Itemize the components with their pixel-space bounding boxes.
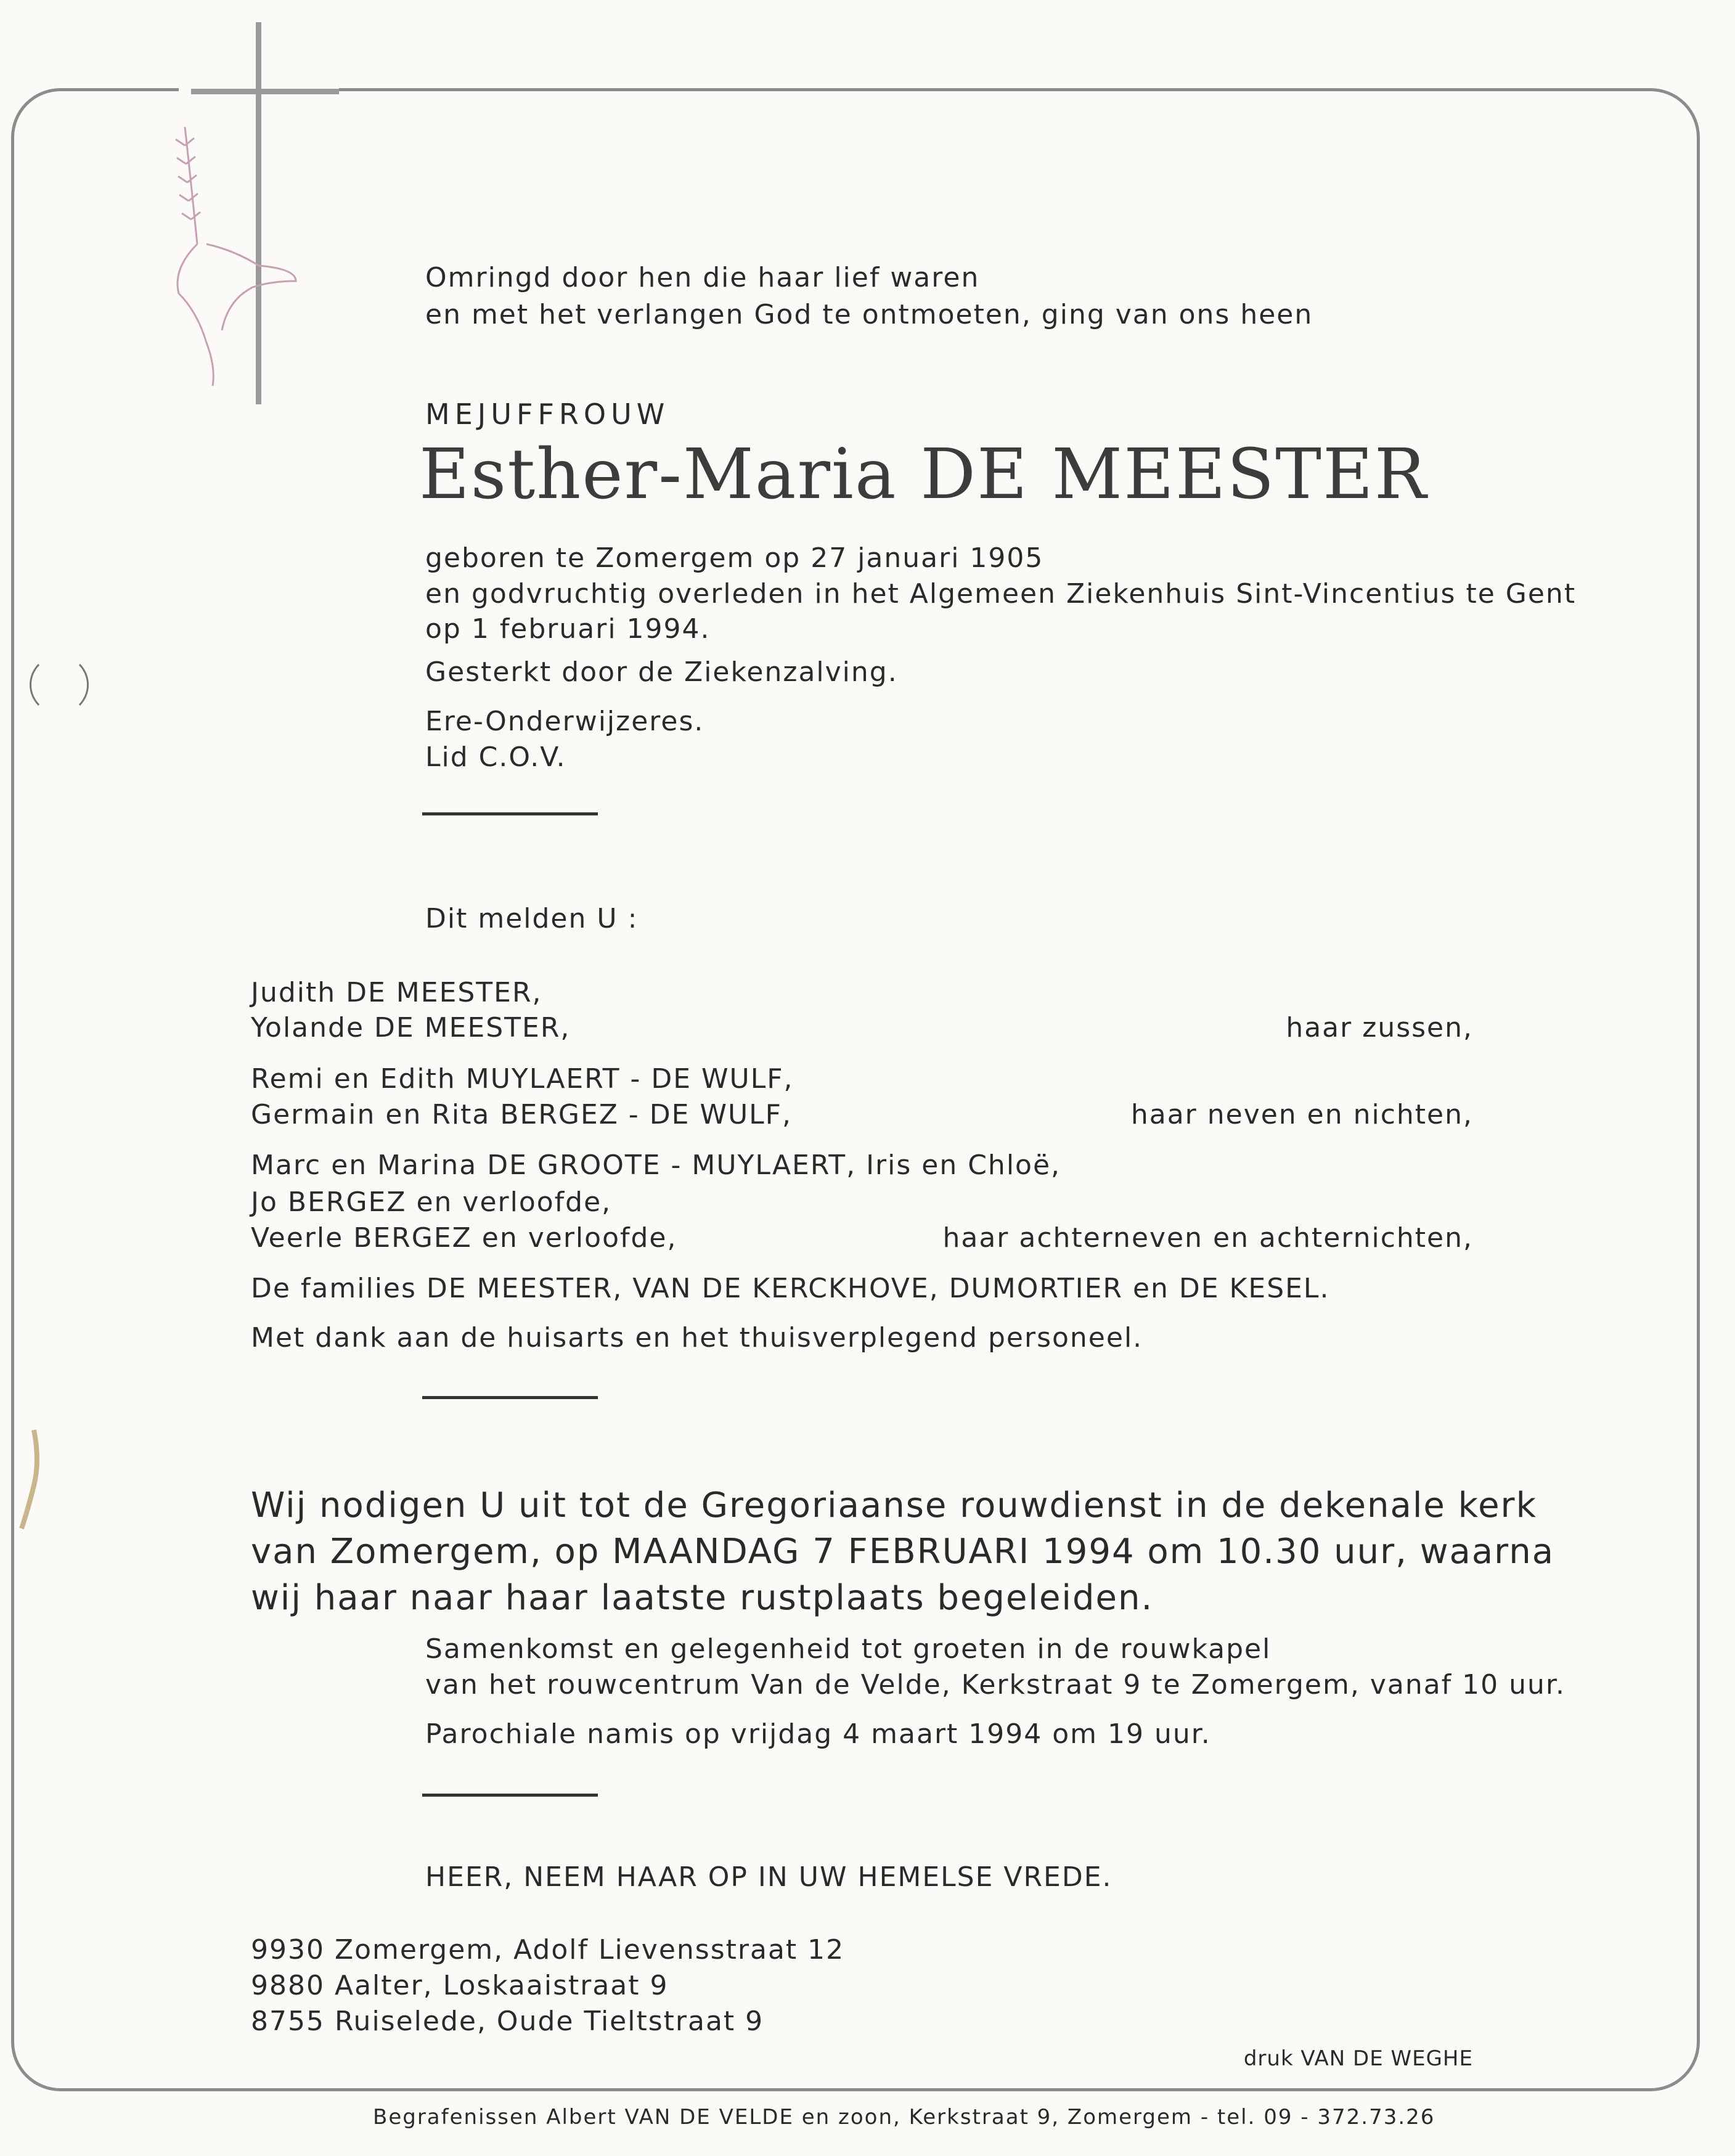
title-prefix: MEJUFFROUW bbox=[425, 398, 670, 431]
invitation-line-3: wij haar naar haar laatste rustplaats begeleiden. bbox=[251, 1578, 1154, 1618]
intro-line-2: en met het verlangen God te ontmoeten, ging van ons heen bbox=[425, 299, 1313, 330]
gathering-line-1: Samenkomst en gelegenheid tot groeten in de rouwkapel bbox=[425, 1633, 1272, 1665]
divider bbox=[422, 1396, 598, 1399]
divider bbox=[422, 1794, 598, 1797]
birth-line-1: geboren te Zomergem op 27 januari 1905 bbox=[425, 542, 1044, 574]
invitation-line-2: van Zomergem, op MAANDAG 7 FEBRUARI 1994 om 10.30 uur, waarna bbox=[251, 1532, 1555, 1572]
title-line-1: Ere-Onderwijzeres. bbox=[425, 706, 704, 737]
binder-hole bbox=[30, 655, 89, 714]
address-line: 8755 Ruiselede, Oude Tieltstraat 9 bbox=[251, 2006, 764, 2037]
intro-line-1: Omringd door hen die haar lief waren bbox=[425, 262, 980, 293]
birth-line-3: op 1 februari 1994. bbox=[425, 613, 711, 645]
title-line-2: Lid C.O.V. bbox=[425, 741, 566, 773]
family-name: Judith DE MEESTER, bbox=[251, 977, 542, 1008]
family-relation: haar neven en nichten, bbox=[1130, 1099, 1473, 1130]
birth-line-2: en godvruchtig overleden in het Algemeen Ziekenhuis Sint-Vincentius te Gent bbox=[425, 578, 1577, 610]
string-tag-icon bbox=[15, 1424, 52, 1535]
deceased-name: Esther-Maria DE MEESTER bbox=[419, 435, 1428, 515]
family-relation: haar zussen, bbox=[1286, 1012, 1473, 1043]
funeral-home-footer: Begrafenissen Albert VAN DE VELDE en zoon, Kerkstraat 9, Zomergem - tel. 09 - 372.73.26 bbox=[373, 2105, 1435, 2129]
address-line: 9930 Zomergem, Adolf Lievensstraat 12 bbox=[251, 1934, 845, 1966]
family-name: Veerle BERGEZ en verloofde, bbox=[251, 1222, 677, 1254]
family-name: Remi en Edith MUYLAERT - DE WULF, bbox=[251, 1063, 794, 1095]
address-line: 9880 Aalter, Loskaaistraat 9 bbox=[251, 1970, 669, 2001]
family-name: Yolande DE MEESTER, bbox=[251, 1012, 571, 1043]
printer-credit: druk VAN DE WEGHE bbox=[1243, 2046, 1473, 2071]
families-line: De families DE MEESTER, VAN DE KERCKHOVE, DUMORTIER en DE KESEL. bbox=[251, 1273, 1330, 1304]
mass-line: Parochiale namis op vrijdag 4 maart 1994 om 19 uur. bbox=[425, 1718, 1211, 1750]
family-relation: haar achterneven en achternichten, bbox=[942, 1222, 1473, 1254]
family-name: Jo BERGEZ en verloofde, bbox=[251, 1186, 612, 1218]
cross-wheat-icon bbox=[148, 22, 351, 410]
announce: Dit melden U : bbox=[425, 903, 639, 934]
prayer: HEER, NEEM HAAR OP IN UW HEMELSE VREDE. bbox=[425, 1861, 1112, 1893]
gathering-line-2: van het rouwcentrum Van de Velde, Kerkstraat 9 te Zomergem, vanaf 10 uur. bbox=[425, 1669, 1566, 1701]
divider bbox=[422, 812, 598, 815]
family-name: Marc en Marina DE GROOTE - MUYLAERT, Iris en Chloë, bbox=[251, 1149, 1061, 1181]
invitation-line-1: Wij nodigen U uit tot de Gregoriaanse rouwdienst in de dekenale kerk bbox=[251, 1485, 1538, 1525]
family-name: Germain en Rita BERGEZ - DE WULF, bbox=[251, 1099, 792, 1130]
thanks-line: Met dank aan de huisarts en het thuisverplegend personeel. bbox=[251, 1322, 1143, 1354]
sacrament: Gesterkt door de Ziekenzalving. bbox=[425, 656, 898, 688]
